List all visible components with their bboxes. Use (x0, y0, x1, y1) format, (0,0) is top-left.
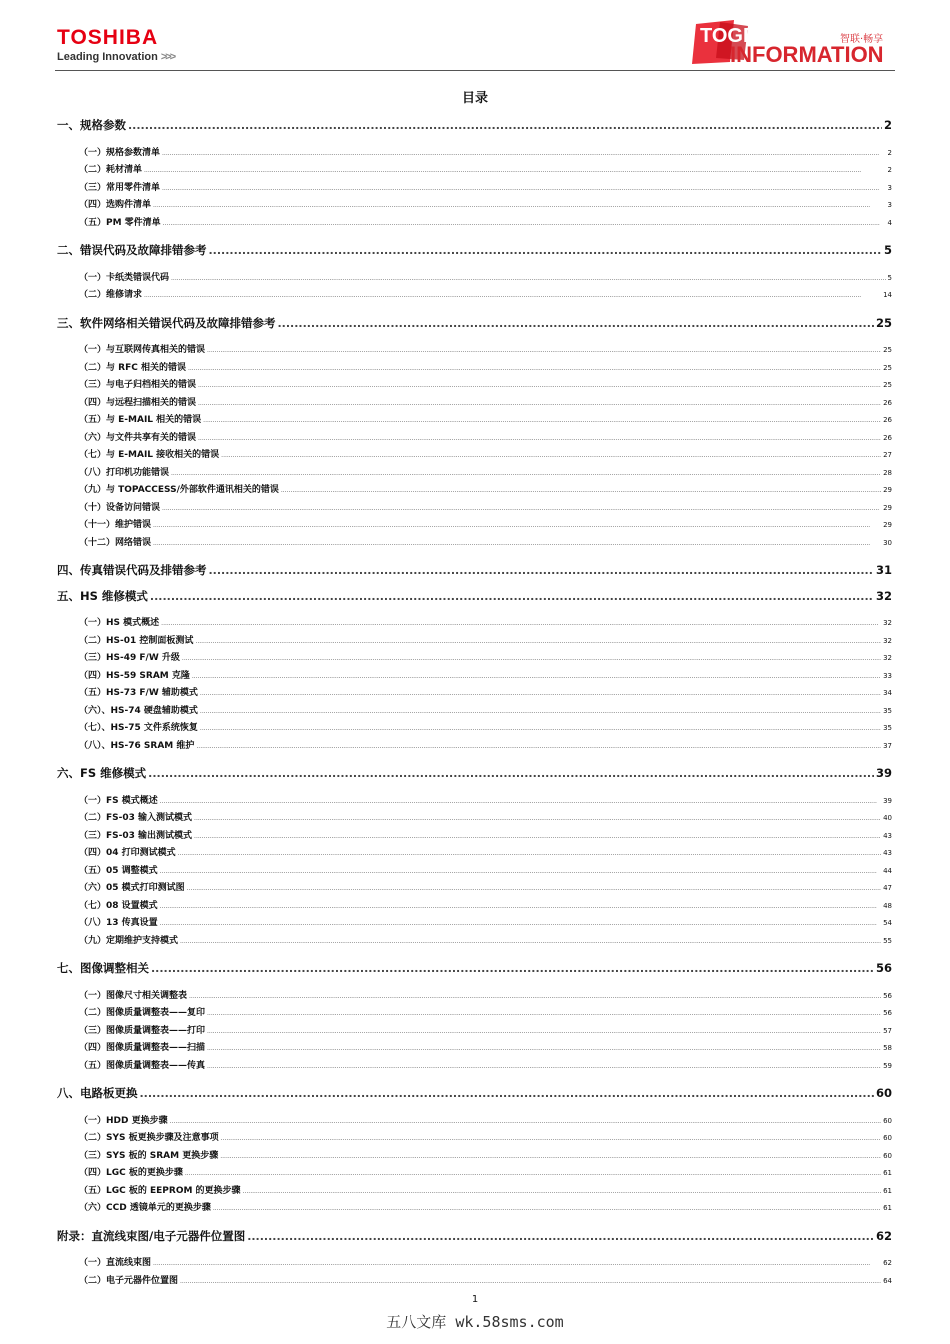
toc-section-title: 二、错误代码及故障排错参考 (57, 243, 207, 257)
toc-item-page: 64 (883, 1276, 892, 1285)
toc-item-page: 61 (883, 1204, 892, 1212)
toc-leader (185, 1165, 881, 1183)
toc-item-page: 3 (887, 183, 892, 192)
toc-item-page: 43 (883, 849, 892, 857)
toc-item-page: 61 (883, 1169, 892, 1177)
toc-item-title: （五）图像质量调整表——传真 (79, 1060, 206, 1071)
toc-item-title: （五）05 调整模式 (79, 865, 158, 876)
together-information-logo (690, 18, 895, 66)
toc-item[interactable] (57, 430, 892, 448)
toc-leader (162, 500, 881, 518)
toc-item-page: 29 (883, 521, 892, 529)
toc-item-title: （四）图像质量调整表——扫描 (79, 1043, 206, 1053)
toc-item-title: （一）规格参数清单 (79, 147, 161, 158)
tagline-text: Leading Innovation (57, 51, 158, 63)
toc-item-page: 33 (883, 671, 892, 680)
toc-leader (209, 558, 874, 584)
toc-item-title: （三）HS-49 F/W 升级 (79, 653, 180, 663)
toc-leader (153, 535, 881, 553)
toc-item-page: 32 (883, 654, 892, 662)
toc-item-page: 26 (883, 398, 892, 407)
toc-leader (144, 162, 886, 180)
toc-leader (207, 342, 881, 360)
toc-leader (148, 761, 874, 787)
toc-section-page: 62 (875, 1228, 892, 1243)
page-header (0, 0, 950, 74)
toc-leader (170, 1113, 881, 1131)
toc-item[interactable] (57, 988, 892, 1006)
toc-item[interactable] (57, 412, 892, 430)
toc-item-page: 14 (883, 291, 892, 299)
tagline-arrows: >>> (160, 51, 175, 63)
toc-item[interactable] (57, 1005, 892, 1023)
toc-leader (180, 933, 881, 951)
header-divider (55, 70, 895, 71)
toc-item-title: （二）电子元器件位置图 (79, 1275, 179, 1286)
toc-leader (144, 287, 881, 305)
toc-item-title: （二）HS-01 控制面板测试 (79, 635, 194, 646)
toc-item-title: （二）FS-03 输入测试模式 (79, 813, 193, 823)
toc-item[interactable] (57, 360, 892, 378)
toc-section-page: 60 (875, 1086, 892, 1100)
toc-leader (160, 863, 881, 881)
toc-leader (203, 412, 881, 430)
toc-leader (162, 180, 886, 198)
toc-leader (160, 898, 881, 916)
toc-item-title: （七）08 设置模式 (79, 900, 158, 911)
toc-item[interactable] (57, 500, 892, 518)
toc-leader (180, 1273, 881, 1291)
toc-item[interactable] (57, 845, 892, 863)
toc-item[interactable] (57, 1023, 892, 1041)
toc-section-title: 四、传真错误代码及排错参考 (57, 563, 207, 577)
toc-section[interactable] (57, 956, 892, 982)
toc-item[interactable] (57, 517, 892, 535)
toc-section-page: 5 (883, 243, 892, 257)
toc-item-page: 26 (883, 433, 892, 442)
toc-leader (221, 447, 881, 465)
toc-item-title: （五）与 E-MAIL 相关的错误 (79, 415, 202, 425)
toc-leader (213, 1200, 881, 1218)
toc-section[interactable] (57, 1081, 892, 1107)
toc-item[interactable] (57, 162, 892, 180)
toc-leader (151, 956, 874, 982)
toc-leader (178, 845, 881, 863)
toc-item[interactable] (57, 1113, 892, 1131)
table-of-contents (57, 113, 892, 1296)
toc-item-title: （九）定期维护支持模式 (79, 935, 179, 946)
toc-leader (243, 1183, 882, 1201)
toc-leader (187, 880, 881, 898)
toc-item[interactable] (57, 482, 892, 500)
toc-leader (161, 615, 881, 633)
toc-item-title: （一）与互联网传真相关的错误 (79, 345, 206, 355)
toc-item-title: （四）LGC 板的更换步骤 (79, 1168, 183, 1178)
toc-item-page: 25 (883, 363, 892, 372)
toc-item-page: 60 (883, 1134, 892, 1142)
toc-item-page: 37 (883, 741, 892, 750)
toc-section-title: 六、FS 维修模式 (57, 766, 147, 780)
toc-item[interactable] (57, 1183, 892, 1201)
toc-leader (209, 238, 882, 264)
toc-leader (128, 113, 882, 139)
toc-item-title: （三）常用零件清单 (79, 182, 161, 193)
toc-item[interactable] (57, 738, 892, 756)
toc-item-title: （八）13 传真设置 (79, 918, 158, 928)
toc-leader (189, 988, 881, 1006)
toc-item[interactable] (57, 447, 892, 465)
toc-item-page: 40 (883, 814, 892, 822)
toc-item[interactable] (57, 1200, 892, 1218)
toc-leader (247, 1224, 874, 1250)
toc-item-page: 32 (883, 619, 892, 627)
toc-item[interactable] (57, 1148, 892, 1166)
toc-item-page: 29 (883, 486, 892, 494)
toc-item-page: 25 (883, 381, 892, 389)
toc-item-title: （十二）网络错误 (79, 537, 152, 548)
toc-item[interactable] (57, 1040, 892, 1058)
toc-item-title: （十一）维护错误 (79, 520, 152, 530)
toc-item[interactable] (57, 145, 892, 163)
toc-leader (281, 482, 881, 500)
toc-item-title: （四）选购件清单 (79, 200, 152, 210)
toc-section[interactable] (57, 113, 892, 139)
toc-item[interactable] (57, 933, 892, 951)
toc-section-title: 五、HS 维修模式 (57, 588, 148, 603)
toc-item-page: 3 (887, 201, 892, 209)
toc-item[interactable] (57, 880, 892, 898)
toc-leader (196, 738, 881, 756)
logo-line1-cn: 智联·畅享 (840, 34, 884, 45)
toc-section-page: 56 (875, 961, 892, 975)
toc-item-title: （八）、HS-76 SRAM 维护 (79, 740, 195, 751)
toc-section-page: 32 (875, 588, 892, 603)
brand-tagline (57, 51, 174, 63)
toc-leader (192, 668, 881, 686)
logo-line2: INFORMATION (730, 42, 884, 66)
toc-section-title: 八、电路板更换 (57, 1086, 138, 1100)
watermark: 五八文库 wk.58sms.com (386, 1313, 564, 1331)
toc-item-page: 56 (883, 1009, 892, 1017)
toc-item-title: （五）LGC 板的 EEPROM 的更换步骤 (79, 1185, 241, 1196)
toc-leader (195, 633, 881, 651)
toc-leader (207, 1040, 881, 1058)
toc-item-title: （二）维修请求 (79, 290, 143, 300)
toc-leader (198, 377, 881, 395)
toc-item-page: 27 (883, 451, 892, 459)
toc-item-page: 4 (887, 218, 892, 227)
toc-section[interactable] (57, 584, 892, 610)
toc-leader (163, 215, 886, 233)
toc-item-title: （六）与文件共享有关的错误 (79, 432, 197, 443)
toc-item-title: （二）SYS 板更换步骤及注意事项 (79, 1133, 219, 1143)
toc-item[interactable] (57, 915, 892, 933)
toc-item[interactable] (57, 395, 892, 413)
toc-leader (140, 1081, 874, 1107)
toc-item[interactable] (57, 898, 892, 916)
toc-leader (153, 1255, 881, 1273)
toc-leader (162, 145, 886, 163)
toc-section[interactable] (57, 761, 892, 787)
toc-item-title: （六）CCD 透镜单元的更换步骤 (79, 1203, 211, 1213)
toc-section-title: 七、图像调整相关 (57, 961, 149, 975)
toc-leader (150, 584, 874, 610)
toc-item-page: 25 (883, 346, 892, 354)
toc-item-page: 29 (883, 503, 892, 512)
toc-item-page: 34 (883, 689, 892, 697)
toc-leader (221, 1130, 881, 1148)
toc-section[interactable] (57, 238, 892, 264)
toc-section-title: 一、规格参数 (57, 118, 126, 132)
toc-item-title: （一）FS 模式概述 (79, 795, 158, 806)
toc-item[interactable] (57, 377, 892, 395)
toc-item[interactable] (57, 793, 892, 811)
toc-item-page: 58 (883, 1044, 892, 1052)
toc-item-title: （一）图像尺寸相关调整表 (79, 990, 188, 1001)
toc-item-page: 47 (883, 884, 892, 892)
toshiba-logo: TOSHIBA (57, 26, 159, 49)
toc-item[interactable] (57, 685, 892, 703)
toc-item[interactable] (57, 720, 892, 738)
toc-leader (171, 465, 881, 483)
toc-item[interactable] (57, 1273, 892, 1291)
toc-item-title: （三）与电子归档相关的错误 (79, 380, 197, 390)
toc-section-page: 39 (875, 766, 892, 780)
toc-item-page: 5 (887, 273, 892, 282)
toc-section[interactable] (57, 311, 892, 337)
toc-item[interactable] (57, 668, 892, 686)
toc-item-title: （七）与 E-MAIL 接收相关的错误 (79, 450, 220, 460)
toc-leader (198, 395, 881, 413)
toc-item-title: （六）、HS-74 硬盘辅助模式 (79, 705, 198, 716)
toc-leader (188, 360, 881, 378)
toc-item-title: （二）图像质量调整表——复印 (79, 1008, 206, 1018)
toc-item-page: 35 (883, 706, 892, 715)
page-number: 1 (471, 1294, 479, 1305)
toc-item-page: 39 (883, 796, 892, 805)
toc-item[interactable] (57, 1130, 892, 1148)
toc-leader (207, 1058, 881, 1076)
toc-item[interactable] (57, 342, 892, 360)
toc-section[interactable] (57, 558, 892, 584)
toc-item-title: （八）打印机功能错误 (79, 467, 170, 478)
toc-item-page: 61 (883, 1186, 892, 1195)
toc-item[interactable] (57, 863, 892, 881)
toc-item-page: 35 (883, 724, 892, 732)
toc-item-page: 44 (883, 866, 892, 875)
toc-leader (207, 1023, 881, 1041)
toc-item-page: 62 (883, 1259, 892, 1267)
toc-item-title: （五）PM 零件清单 (79, 217, 161, 228)
toc-item-title: （四）与远程扫描相关的错误 (79, 397, 197, 408)
logo-line1: TOGETHER (700, 25, 811, 47)
toc-item-title: （二）耗材清单 (79, 165, 143, 175)
toc-item[interactable] (57, 197, 892, 215)
toc-item-page: 28 (883, 468, 892, 477)
toc-leader (153, 197, 886, 215)
toc-leader (207, 1005, 881, 1023)
toc-item-title: （九）与 TOPACCESS/外部软件通讯相关的错误 (79, 485, 279, 495)
toc-item-page: 48 (883, 901, 892, 910)
toc-item-page: 32 (883, 636, 892, 645)
toc-item-title: （一）HS 模式概述 (79, 618, 160, 628)
toc-item-title: （四）HS-59 SRAM 克隆 (79, 670, 190, 681)
toc-leader (200, 720, 881, 738)
toc-leader (160, 915, 881, 933)
toc-leader (171, 270, 886, 288)
toc-item-title: （二）与 RFC 相关的错误 (79, 362, 186, 373)
toc-section-page: 31 (875, 563, 892, 577)
toc-item-title: （三）SYS 板的 SRAM 更换步骤 (79, 1150, 219, 1161)
toc-item[interactable] (57, 650, 892, 668)
toc-item-page: 30 (883, 538, 892, 547)
toc-item-title: （一）直流线束图 (79, 1258, 152, 1268)
toc-leader (160, 793, 881, 811)
toc-item-page: 57 (883, 1026, 892, 1035)
toc-item-title: （四）04 打印测试模式 (79, 848, 176, 858)
toc-leader (220, 1148, 881, 1166)
toc-item-page: 59 (883, 1061, 892, 1070)
toc-item[interactable] (57, 1058, 892, 1076)
toc-item[interactable] (57, 535, 892, 553)
toc-leader (194, 810, 881, 828)
toc-item-title: （十）设备访问错误 (79, 502, 161, 513)
toc-section[interactable] (57, 1224, 892, 1250)
toc-item-title: （三）FS-03 输出测试模式 (79, 830, 193, 841)
toc-item-page: 43 (883, 831, 892, 840)
toc-item-page: 60 (883, 1151, 892, 1160)
toc-section-page: 2 (883, 118, 892, 132)
toc-item[interactable] (57, 465, 892, 483)
toc-item-title: （一）卡纸类错误代码 (79, 272, 170, 283)
toc-item-title: （一）HDD 更换步骤 (79, 1115, 168, 1126)
toc-item-page: 60 (883, 1116, 892, 1125)
toc-leader (200, 703, 881, 721)
toc-section-page: 25 (875, 315, 892, 330)
toc-leader (182, 650, 881, 668)
toc-item-title: （七）、HS-75 文件系统恢复 (79, 723, 198, 733)
toc-item[interactable] (57, 1255, 892, 1273)
toc-item-page: 54 (883, 919, 892, 927)
toc-item[interactable] (57, 615, 892, 633)
toc-item[interactable] (57, 810, 892, 828)
toc-section-title: 附录：直流线束图/电子元器件位置图 (57, 1228, 246, 1243)
toc-leader (198, 430, 881, 448)
toc-item[interactable] (57, 703, 892, 721)
toc-item[interactable] (57, 633, 892, 651)
toc-item[interactable] (57, 1165, 892, 1183)
toc-item-title: （六）05 模式打印测试图 (79, 883, 185, 893)
toc-section-title: 三、软件网络相关错误代码及故障排错参考 (57, 315, 276, 330)
toc-item-page: 2 (887, 148, 892, 157)
toc-item-page: 2 (887, 166, 892, 174)
toc-item[interactable] (57, 215, 892, 233)
toc-item-title: （五）HS-73 F/W 辅助模式 (79, 688, 198, 698)
toc-item[interactable] (57, 180, 892, 198)
toc-item-title: （三）图像质量调整表——打印 (79, 1025, 206, 1036)
toc-item[interactable] (57, 270, 892, 288)
toc-item[interactable] (57, 287, 892, 305)
toc-item[interactable] (57, 828, 892, 846)
toc-item-page: 56 (883, 991, 892, 1000)
toc-leader (153, 517, 881, 535)
toc-leader (200, 685, 881, 703)
toc-leader (278, 311, 874, 337)
toc-item-page: 55 (883, 936, 892, 945)
toc-title: 目录 (461, 91, 488, 106)
toc-item-page: 26 (883, 416, 892, 424)
toc-leader (194, 828, 881, 846)
